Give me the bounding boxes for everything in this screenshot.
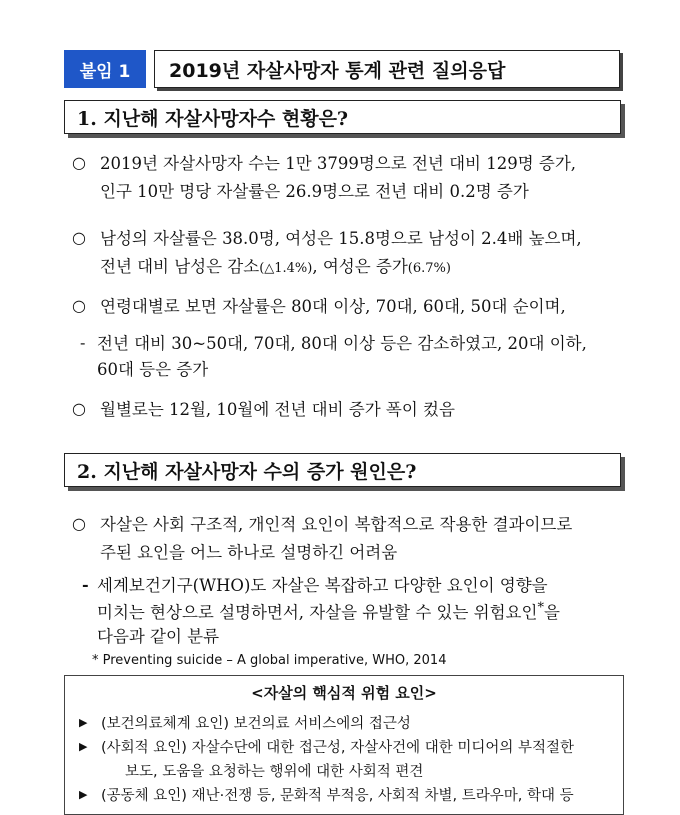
paragraph-line: 전년 대비 30~50대, 70대, 80대 이상 등은 감소하였고, 20대 이하, [97, 334, 587, 353]
paragraph-line: 2019년 자살사망자 수는 1만 3799명으로 전년 대비 129명 증가, [100, 154, 577, 173]
paragraph-line: 60대 등은 증가 [97, 360, 209, 379]
box-line: (보건의료체계 요인) 보건의료 서비스에의 접근성 [101, 716, 411, 732]
paragraph-line: 미치는 현상으로 설명하면서, 자살을 유발할 수 있는 위험요인*을 [97, 600, 560, 622]
document-title [64, 50, 620, 88]
bullet-dash: - [80, 333, 86, 352]
box-line: 보도, 도움을 요청하는 행위에 대한 사회적 편견 [125, 764, 424, 780]
section-1-header: 1. 지난해 자살사망자수 현황은? [64, 100, 621, 134]
paragraph-line: 자살은 사회 구조적, 개인적 요인이 복합적으로 작용한 결과이므로 [100, 515, 573, 534]
bullet-circle: ○ [72, 514, 86, 533]
arrow-right-icon: ▶ [79, 788, 88, 801]
box-line: (사회적 요인) 자살수단에 대한 접근성, 자살사건에 대한 미디어의 부적절한 [101, 740, 575, 756]
paragraph-line: 세계보건기구(WHO)도 자살은 복잡하고 다양한 요인이 영향을 [97, 576, 548, 595]
bullet-circle: ○ [72, 228, 86, 247]
bullet-circle: ○ [72, 153, 86, 172]
arrow-right-icon: ▶ [79, 716, 88, 729]
section-2-header: 2. 지난해 자살사망자 수의 증가 원인은? [64, 453, 621, 487]
arrow-right-icon: ▶ [79, 740, 88, 753]
box-title: <자살의 핵심적 위험 요인> [251, 684, 437, 702]
paragraph-line: 연령대별로 보면 자살률은 80대 이상, 70대, 60대, 50대 순이며, [100, 297, 566, 316]
paragraph-line: 남성의 자살률은 38.0명, 여성은 15.8명으로 남성이 2.4배 높으며, [100, 229, 582, 248]
bullet-dash: - [82, 575, 89, 594]
box-line: (공동체 요인) 재난·전쟁 등, 문화적 부적응, 사회적 차별, 트라우마, 학대 등 [101, 788, 574, 804]
bullet-circle: ○ [72, 399, 86, 418]
paragraph-line: 월별로는 12월, 10월에 전년 대비 증가 폭이 컸음 [100, 400, 455, 419]
paragraph-line: 인구 10만 명당 자살률은 26.9명으로 전년 대비 0.2명 증가 [100, 182, 529, 201]
risk-factor-box [64, 675, 624, 815]
bullet-circle: ○ [72, 296, 86, 315]
page-title: 2019년 자살사망자 통계 관련 질의응답 [154, 50, 620, 88]
attachment-badge: 붙임 1 [64, 50, 146, 88]
paragraph-line: 다음과 같이 분류 [97, 627, 220, 646]
paragraph-line: 전년 대비 남성은 감소(△1.4%), 여성은 증가(6.7%) [100, 257, 451, 276]
paragraph-line: 주된 요인을 어느 하나로 설명하긴 어려움 [100, 543, 398, 562]
footnote: * Preventing suicide – A global imperative, WHO, 2014 [92, 653, 447, 668]
